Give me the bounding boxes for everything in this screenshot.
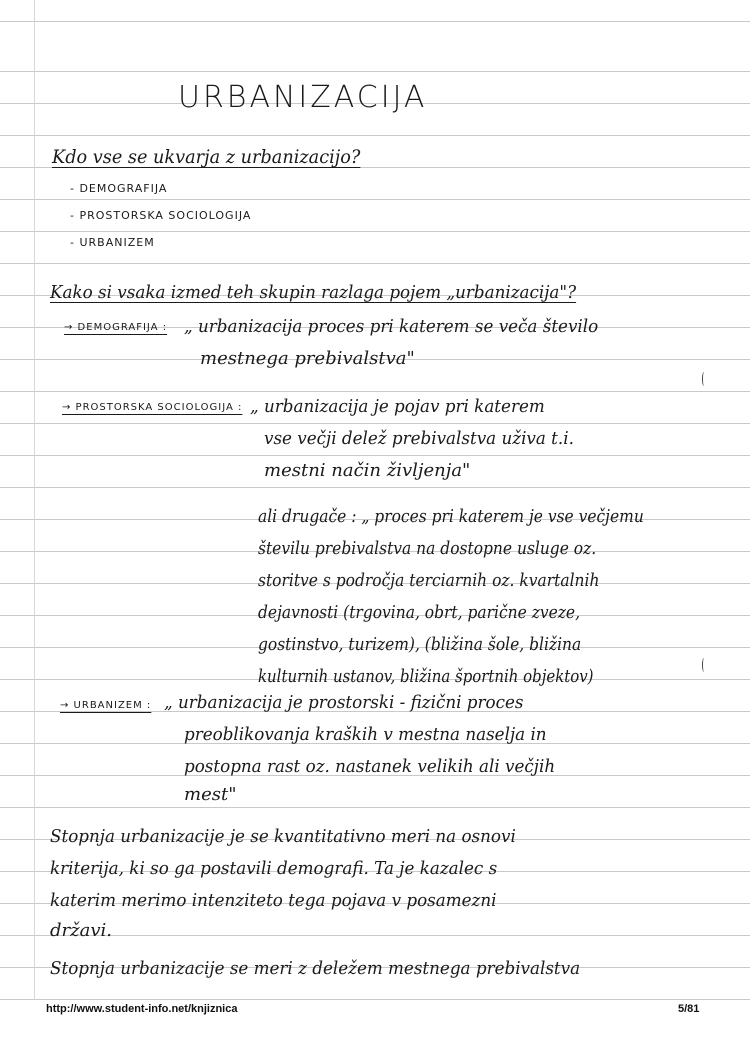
footer-page-number: 5/81	[678, 1003, 700, 1015]
sociologija-alt-1: ali drugače : „ proces pri katerem je vse večjemu	[258, 506, 644, 527]
question-how: Kako si vsaka izmed teh skupin razlaga pojem „urbanizacija"?	[50, 282, 577, 303]
urbanizem-line-2: preoblikovanja kraških v mestna naselja in	[184, 724, 547, 745]
label-sociologija: → PROSTORSKA SOCIOLOGIJA :	[62, 402, 243, 413]
margin-line	[34, 0, 35, 1000]
margin-mark	[702, 658, 706, 672]
sociologija-alt-5: gostinstvo, turizem), (bližina šole, bližina	[258, 634, 582, 655]
sociologija-alt-6: kulturnih ustanov, bližina športnih objektov)	[258, 666, 594, 687]
urbanizem-line-4: mest"	[184, 784, 237, 805]
urbanizem-line-1: „ urbanizacija je prostorski - fizični proces	[164, 692, 524, 713]
para2-line-1: Stopnja urbanizacije se meri z deležem mestnega prebivalstva	[50, 958, 581, 979]
sociologija-alt-2: številu prebivalstva na dostopne usluge oz.	[258, 538, 597, 559]
page-title: URBANIZACIJA	[178, 80, 428, 115]
para1-line-2: kriterija, ki so ga postavili demografi. Ta je kazalec s	[50, 858, 498, 879]
label-urbanizem: → URBANIZEM :	[60, 700, 152, 711]
demografija-line-2: mestnega prebivalstva"	[200, 348, 415, 369]
sociologija-line-1: „ urbanizacija je pojav pri katerem	[250, 396, 545, 417]
question-who: Kdo vse se ukvarja z urbanizacijo?	[52, 146, 361, 168]
list-item-sociologija: - PROSTORSKA SOCIOLOGIJA	[70, 209, 252, 222]
sociologija-line-2: vse večji delež prebivalstva uživa t.i.	[264, 428, 574, 449]
footer-url[interactable]: http://www.student-info.net/knjiznica	[46, 1003, 238, 1015]
list-item-demografija: - DEMOGRAFIJA	[70, 182, 168, 195]
label-demografija: → DEMOGRAFIJA :	[64, 322, 168, 333]
margin-mark	[702, 372, 706, 386]
para1-line-1: Stopnja urbanizacije je se kvantitativno meri na osnovi	[50, 826, 516, 847]
para1-line-4: državi.	[50, 920, 112, 941]
urbanizem-line-3: postopna rast oz. nastanek velikih ali večjih	[184, 756, 556, 777]
sociologija-alt-3: storitve s področja terciarnih oz. kvartalnih	[258, 570, 600, 591]
sociologija-alt-4: dejavnosti (trgovina, obrt, parične zveze,	[258, 602, 581, 623]
list-item-urbanizem: - URBANIZEM	[70, 236, 155, 249]
para1-line-3: katerim merimo intenziteto tega pojava v posamezni	[50, 890, 497, 911]
demografija-line-1: „ urbanizacija proces pri katerem se veča število	[184, 316, 599, 337]
sociologija-line-3: mestni način življenja"	[264, 460, 471, 481]
